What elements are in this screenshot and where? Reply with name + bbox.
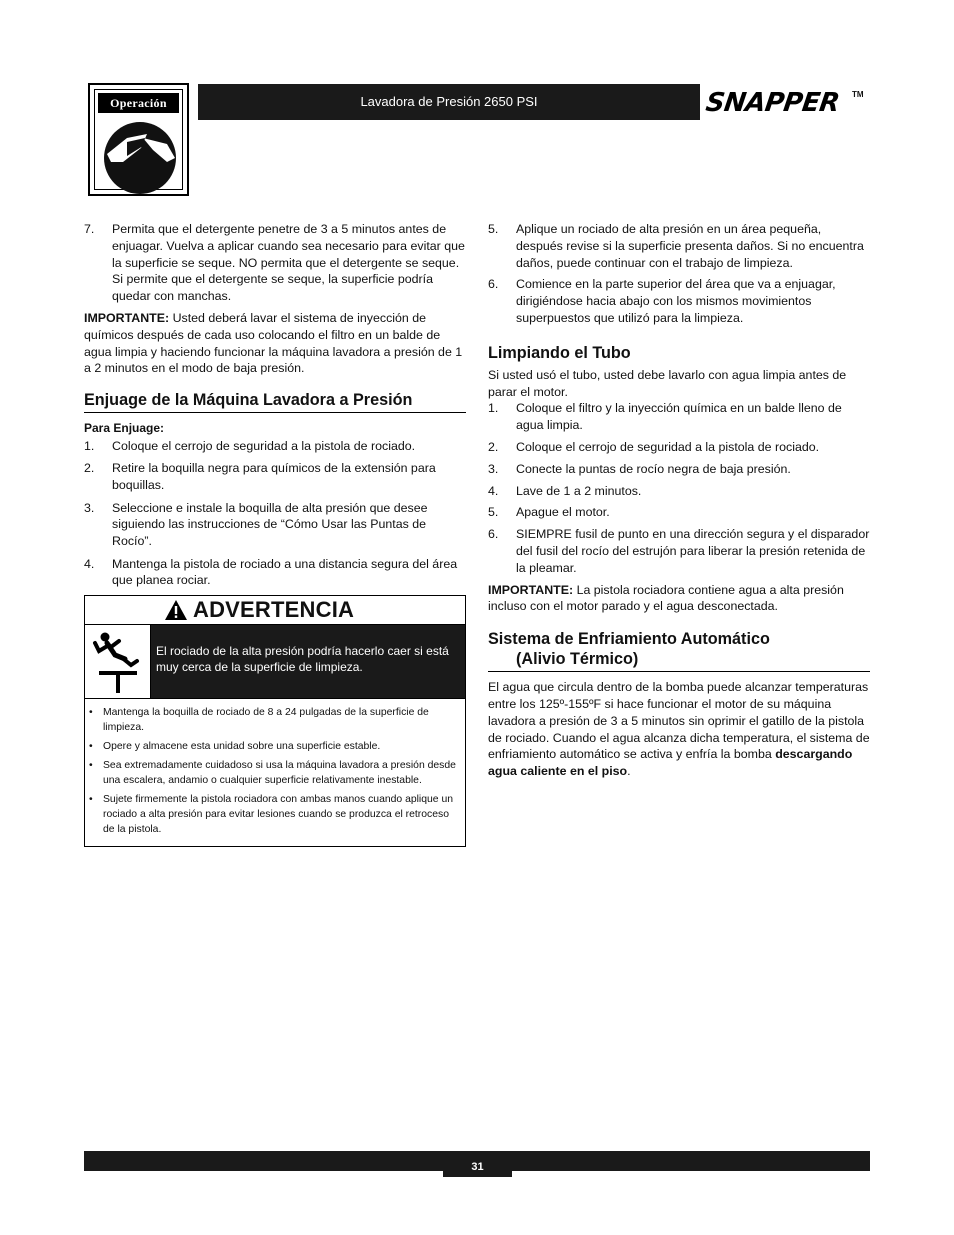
section-heading-rule xyxy=(84,390,466,413)
step-list-continued xyxy=(84,221,466,305)
list-item xyxy=(488,439,870,456)
list-item xyxy=(488,400,870,434)
sistema-bold-text: descargando agua caliente en el piso xyxy=(488,747,853,779)
section-heading-rule xyxy=(488,629,870,672)
step-number: 3. xyxy=(84,500,95,515)
sistema-paragraph xyxy=(488,679,870,780)
left-column xyxy=(84,221,466,847)
list-item: • Sea extremadamente cuidadoso si usa la máquina lavadora a presión desde una escalera, andamio o cualquier superficie relativamente inestable. xyxy=(89,758,459,788)
sistema-end: . xyxy=(627,764,631,779)
spray-gun-icon xyxy=(97,118,183,194)
list-item: • Mantenga la boquilla de rociado de 8 a 24 pulgadas de la superficie de limpieza. xyxy=(89,705,459,735)
step-text: Retire la boquilla negra para químicos de la extensión para boquillas. xyxy=(112,461,436,493)
warning-bullet-list xyxy=(85,699,465,846)
list-item xyxy=(488,461,870,478)
importante-text: Usted deberá lavar el sistema de inyección de químicos después de cada uso colocando el filtro en un balde de agua limpia y haciendo funcionar la máquina lavadora a presión de 1 a 2 minutos en el modo de baja presión. xyxy=(84,310,463,376)
warning-message: El rociado de la alta presión podría hacerlo caer si está muy cerca de la superficie de limpieza. xyxy=(151,625,465,698)
list-item xyxy=(488,504,870,521)
list-item xyxy=(488,221,870,271)
importante-label: IMPORTANTE: xyxy=(84,310,170,325)
list-item xyxy=(488,526,870,576)
importante-note xyxy=(488,582,870,616)
warning-header xyxy=(85,596,465,625)
list-item xyxy=(488,483,870,500)
step-number: 2. xyxy=(84,461,95,476)
warning-message-row xyxy=(85,625,465,699)
step-list-continued-right xyxy=(488,221,870,327)
step-number: 5. xyxy=(488,222,499,236)
warning-title: ADVERTENCIA xyxy=(193,597,355,623)
list-item: • Sujete firmemente la pistola rociadora con ambas manos cuando aplique un rociado a alta presión para evitar lesiones cuando se produzca el retroceso de la pistola. xyxy=(89,792,459,837)
operation-section-badge xyxy=(88,83,189,196)
list-item xyxy=(84,438,466,455)
section-heading-continued: (Alivio Térmico) xyxy=(516,650,639,669)
warning-triangle-icon xyxy=(164,599,188,621)
page-number: 31 xyxy=(443,1151,512,1177)
list-item: • Opere y almacene esta unidad sobre una superficie estable. xyxy=(89,739,459,754)
section-heading: Limpiando el Tubo xyxy=(488,343,631,362)
step-text: Comience en la parte superior del área que va a enjuagar, dirigiéndose hacia abajo con los mismos movimientos superpuestos que utilizó para la limpieza. xyxy=(516,277,836,325)
sistema-text: El agua que circula dentro de la bomba puede alcanzar temperaturas entre los 125º-155ºF si hace funcionar el motor de su máquina lavadora a presión de 3 a 5 minutos sin oprimir el gatillo de la pistola de rociado. Cuando el agua alcanza dicha temperatura, el sistema de enfriamiento automático se activa y enfría la bomba xyxy=(488,680,870,762)
step-number: 7. xyxy=(84,222,95,236)
step-number: 6. xyxy=(488,527,499,542)
step-text: SIEMPRE fusil de punto en una dirección segura y el disparador del fusil del rocío del estrujón para liberar la presión retenida de la pleamar. xyxy=(516,527,870,575)
step-number: 3. xyxy=(488,461,499,476)
step-text: Permita que el detergente penetre de 3 a 5 minutos antes de enjuagar. Vuelva a aplicar cuando sea necesario para evitar que la superficie se seque. NO permita que el detergente se seque. Si permite que el detergente se seque, la superficie podría quedar con manchas. xyxy=(112,222,465,304)
subheading: Para Enjuage: xyxy=(84,421,165,436)
falling-person-icon xyxy=(85,625,149,697)
step-text: Conecte la puntas de rocío negra de baja presión. xyxy=(516,461,791,476)
importante-text: La pistola rociadora contiene agua a alta presión incluso con el motor parado y el agua desconectada. xyxy=(488,582,844,614)
list-item xyxy=(84,221,466,305)
step-number: 5. xyxy=(488,505,499,520)
importante-label: IMPORTANTE: xyxy=(488,582,574,597)
step-text: Seleccione e instale la boquilla de alta presión que desee siguiendo las instrucciones de “Cómo Usar las Puntas de Rocío”. xyxy=(112,500,428,549)
warning-icon-cell xyxy=(85,625,151,698)
step-number: 1. xyxy=(488,401,499,416)
step-number: 2. xyxy=(488,439,499,454)
operation-label: Operación xyxy=(98,93,179,113)
step-text: Coloque el filtro y la inyección química en un balde lleno de agua limpia. xyxy=(516,401,842,433)
rinse-step-list xyxy=(84,438,466,589)
step-text: Lave de 1 a 2 minutos. xyxy=(516,483,642,498)
importante-note xyxy=(84,310,466,377)
tubo-step-list xyxy=(488,400,870,576)
list-item xyxy=(84,500,466,550)
brand-logo: SNAPPER xyxy=(703,88,842,118)
warning-box xyxy=(84,595,466,847)
step-text: Coloque el cerrojo de seguridad a la pistola de rociado. xyxy=(516,439,820,454)
step-text: Mantenga la pistola de rociado a una distancia segura del área que planea rociar. xyxy=(112,556,458,588)
step-text: Coloque el cerrojo de seguridad a la pistola de rociado. xyxy=(112,438,416,453)
step-text: Aplique un rociado de alta presión en un área pequeña, después revise si la superficie presenta daños. Si no encuentra daños, puede continuar con el trabajo de limpieza. xyxy=(516,222,864,270)
list-item xyxy=(84,460,466,494)
step-number: 6. xyxy=(488,277,499,292)
right-column xyxy=(488,221,870,788)
step-number: 4. xyxy=(488,483,499,498)
list-item xyxy=(84,556,466,590)
brand-trademark: TM xyxy=(852,90,864,99)
step-number: 1. xyxy=(84,438,95,453)
document-title-bar: Lavadora de Presión 2650 PSI xyxy=(198,84,700,120)
section-heading: Sistema de Enfriamiento Automático xyxy=(488,630,770,649)
tubo-intro: Si usted usó el tubo, usted debe lavarlo con agua limpia antes de parar el motor. xyxy=(488,367,847,399)
operation-badge-frame xyxy=(94,89,183,190)
list-item xyxy=(488,276,870,326)
section-heading: Enjuage de la Máquina Lavadora a Presión xyxy=(84,391,413,410)
step-text: Apague el motor. xyxy=(516,505,610,520)
step-number: 4. xyxy=(84,556,95,571)
